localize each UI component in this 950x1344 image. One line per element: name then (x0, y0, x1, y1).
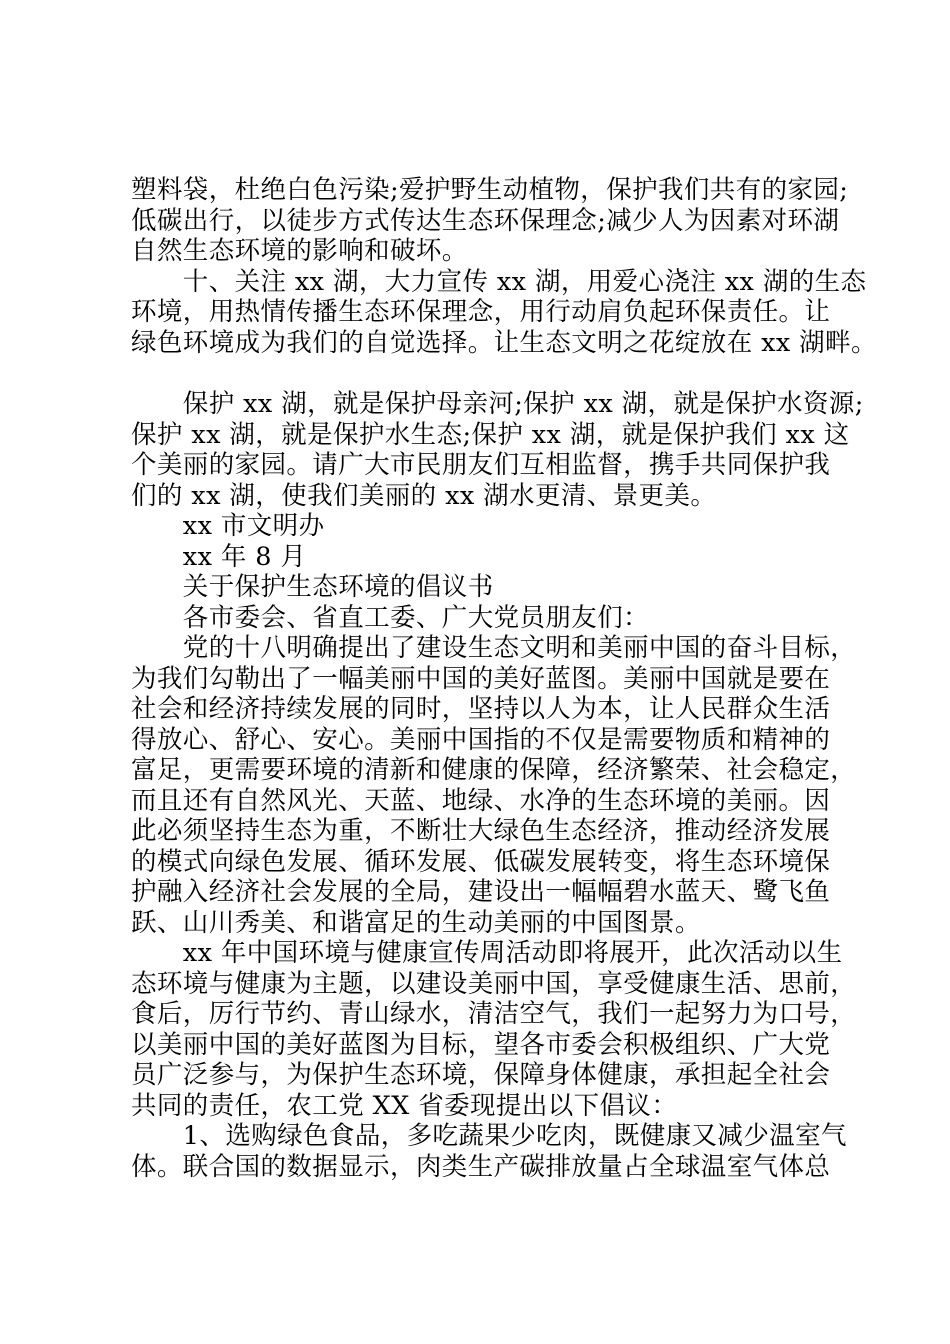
text-line: 们的 xx 湖，使我们美丽的 xx 湖水更清、景更美。 (131, 480, 717, 511)
paragraph-item-ten (131, 266, 877, 359)
text-line: 得放心、舒心、安心。美丽中国指的不仅是需要物质和精神的 (131, 724, 831, 755)
text-line: 低碳出行，以徒步方式传达生态环保理念;减少人为因素对环湖 (131, 205, 840, 236)
text-line: 保护 xx 湖，就是保护水生态;保护 xx 湖，就是保护我们 xx 这 (131, 419, 850, 450)
document-body-main (131, 389, 864, 1182)
document-body-top (131, 175, 877, 358)
text-line: 自然生态环境的影响和破坏。 (131, 236, 468, 266)
text-line: 社会和经济持续发展的同时，坚持以人为本，让人民群众生活 (131, 694, 831, 724)
text-line: 态环境与健康为主题，以建设美丽中国，享受健康生活、思前， (131, 968, 857, 999)
paragraph-beautiful-china (131, 633, 857, 938)
signature-date: xx 年 8 月 (131, 541, 307, 572)
text-line: 绿色环境成为我们的自觉选择。让生态文明之花绽放在 xx 湖畔。 (131, 327, 877, 358)
text-line: 党的十八明确提出了建设生态文明和美丽中国的奋斗目标， (131, 633, 857, 663)
paragraph-health-week (131, 938, 857, 1121)
text-line: 1、选购绿色食品，多吃蔬果少吃肉，既健康又减少温室气 (131, 1121, 847, 1151)
text-line: 为我们勾勒出了一幅美丽中国的美好蓝图。美丽中国就是要在 (131, 663, 831, 694)
text-line: 富足，更需要环境的清新和健康的保障，经济繁荣、社会稳定， (131, 755, 857, 785)
text-line: 十、关注 xx 湖，大力宣传 xx 湖，用爱心浇注 xx 湖的生态 (131, 266, 867, 297)
text-line: 的模式向绿色发展、循环发展、低碳发展转变，将生态环境保 (131, 846, 831, 877)
text-line: 体。联合国的数据显示，肉类生产碳排放量占全球温室气体总 (131, 1151, 831, 1182)
paragraph-protect-lake (131, 389, 864, 511)
text-line: xx 年中国环境与健康宣传周活动即将展开，此次活动以生 (131, 938, 843, 968)
paragraph-environment-actions (131, 175, 849, 267)
text-line: 此必须坚持生态为重，不断壮大绿色生态经济，推动经济发展 (131, 816, 831, 846)
text-line: 跃、山川秀美、和谐富足的生动美丽的中国图景。 (131, 907, 701, 938)
text-line: 保护 xx 湖，就是保护母亲河;保护 xx 湖，就是保护水资源; (131, 389, 864, 419)
text-line: 以美丽中国的美好蓝图为目标，望各市委会积极组织、广大党 (131, 1029, 831, 1060)
signature-organization: xx 市文明办 (131, 511, 325, 541)
text-line: 个美丽的家园。请广大市民朋友们互相监督，携手共同保护我 (131, 450, 831, 480)
text-line: 护融入经济社会发展的全局，建设出一幅幅碧水蓝天、鹭飞鱼 (131, 877, 831, 907)
document-title: 关于保护生态环境的倡议书 (131, 572, 494, 602)
text-line: 而且还有自然风光、天蓝、地绿、水净的生态环境的美丽。因 (131, 785, 831, 816)
text-line: 共同的责任，农工党 XX 省委现提出以下倡议： (131, 1090, 678, 1121)
text-line: 塑料袋，杜绝白色污染;爱护野生动植物，保护我们共有的家园; (131, 175, 849, 205)
text-line: 环境，用热情传播生态环保理念，用行动肩负起环保责任。让 (131, 297, 831, 327)
salutation: 各市委会、省直工委、广大党员朋友们： (131, 602, 650, 633)
text-line: 员广泛参与，为保护生态环境，保障身体健康，承担起全社会 (131, 1060, 831, 1090)
paragraph-proposal-one (131, 1121, 847, 1182)
text-line: 食后，厉行节约、青山绿水，清洁空气，我们一起努力为口号， (131, 999, 857, 1029)
